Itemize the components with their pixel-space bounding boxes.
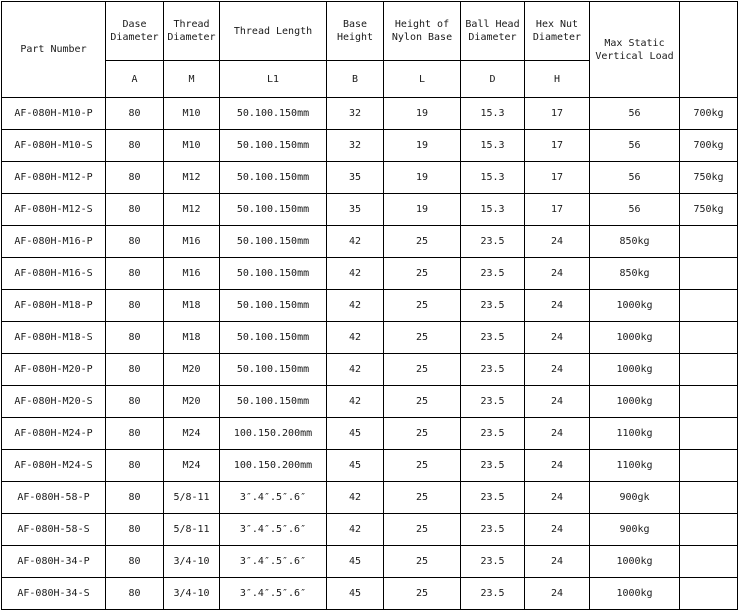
cell-base-height: 42 xyxy=(327,226,384,258)
cell-ball-head: 23.5 xyxy=(461,546,525,578)
cell-base-diameter: 80 xyxy=(106,258,164,290)
cell-extra-load: 700kg xyxy=(680,98,738,130)
cell-thread-diameter: M12 xyxy=(164,162,220,194)
cell-base-diameter: 80 xyxy=(106,290,164,322)
cell-extra-load xyxy=(680,514,738,546)
cell-nylon-height: 25 xyxy=(384,226,461,258)
header-thread-length: Thread Length xyxy=(220,2,327,61)
cell-thread-diameter: M12 xyxy=(164,194,220,226)
cell-part-number: AF-080H-M20-S xyxy=(2,386,106,418)
cell-thread-length: 50.100.150mm xyxy=(220,386,327,418)
cell-hex-nut: 24 xyxy=(525,258,590,290)
cell-thread-diameter: M10 xyxy=(164,98,220,130)
cell-hex-nut: 17 xyxy=(525,162,590,194)
cell-part-number: AF-080H-M24-S xyxy=(2,450,106,482)
cell-thread-length: 50.100.150mm xyxy=(220,194,327,226)
cell-max-load: 56 xyxy=(590,162,680,194)
cell-hex-nut: 24 xyxy=(525,482,590,514)
cell-base-diameter: 80 xyxy=(106,226,164,258)
cell-hex-nut: 24 xyxy=(525,226,590,258)
table-row xyxy=(2,322,738,354)
cell-base-height: 32 xyxy=(327,98,384,130)
cell-extra-load xyxy=(680,322,738,354)
cell-thread-length: 50.100.150mm xyxy=(220,130,327,162)
cell-part-number: AF-080H-58-S xyxy=(2,514,106,546)
symbol-thread-length: L1 xyxy=(220,61,327,98)
cell-base-height: 32 xyxy=(327,130,384,162)
table-row xyxy=(2,194,738,226)
cell-nylon-height: 25 xyxy=(384,514,461,546)
cell-ball-head: 23.5 xyxy=(461,290,525,322)
cell-extra-load xyxy=(680,290,738,322)
cell-part-number: AF-080H-M24-P xyxy=(2,418,106,450)
cell-thread-diameter: M20 xyxy=(164,354,220,386)
header-nylon-height: Height of Nylon Base xyxy=(384,2,461,61)
cell-part-number: AF-080H-M18-P xyxy=(2,290,106,322)
cell-thread-diameter: M18 xyxy=(164,322,220,354)
cell-nylon-height: 25 xyxy=(384,450,461,482)
cell-thread-length: 100.150.200mm xyxy=(220,418,327,450)
cell-extra-load xyxy=(680,418,738,450)
cell-ball-head: 23.5 xyxy=(461,514,525,546)
cell-ball-head: 23.5 xyxy=(461,322,525,354)
cell-base-diameter: 80 xyxy=(106,514,164,546)
cell-base-height: 45 xyxy=(327,546,384,578)
cell-ball-head: 23.5 xyxy=(461,354,525,386)
cell-thread-diameter: 5/8-11 xyxy=(164,514,220,546)
cell-hex-nut: 24 xyxy=(525,546,590,578)
cell-thread-length: 3″.4″.5″.6″ xyxy=(220,578,327,610)
cell-extra-load xyxy=(680,482,738,514)
cell-extra-load xyxy=(680,258,738,290)
cell-ball-head: 15.3 xyxy=(461,162,525,194)
cell-max-load: 1000kg xyxy=(590,354,680,386)
cell-part-number: AF-080H-M16-S xyxy=(2,258,106,290)
table-row xyxy=(2,546,738,578)
cell-thread-diameter: 5/8-11 xyxy=(164,482,220,514)
cell-base-height: 35 xyxy=(327,194,384,226)
header-part-number: Part Number xyxy=(2,2,106,98)
cell-part-number: AF-080H-M18-S xyxy=(2,322,106,354)
cell-nylon-height: 25 xyxy=(384,258,461,290)
cell-thread-length: 3″.4″.5″.6″ xyxy=(220,546,327,578)
cell-thread-diameter: M16 xyxy=(164,226,220,258)
header-hex-nut: Hex Nut Diameter xyxy=(525,2,590,61)
cell-base-height: 45 xyxy=(327,450,384,482)
cell-extra-load: 700kg xyxy=(680,130,738,162)
symbol-base-height: B xyxy=(327,61,384,98)
table-row xyxy=(2,578,738,610)
table-row xyxy=(2,162,738,194)
table-row xyxy=(2,290,738,322)
cell-base-height: 42 xyxy=(327,290,384,322)
cell-extra-load xyxy=(680,226,738,258)
header-max-load: Max Static Vertical Load xyxy=(590,2,680,98)
cell-thread-diameter: M10 xyxy=(164,130,220,162)
cell-max-load: 1100kg xyxy=(590,418,680,450)
table-row xyxy=(2,514,738,546)
symbol-nylon-height: L xyxy=(384,61,461,98)
cell-part-number: AF-080H-M12-P xyxy=(2,162,106,194)
cell-hex-nut: 17 xyxy=(525,194,590,226)
cell-thread-diameter: 3/4-10 xyxy=(164,546,220,578)
cell-base-diameter: 80 xyxy=(106,98,164,130)
cell-thread-length: 50.100.150mm xyxy=(220,258,327,290)
cell-ball-head: 23.5 xyxy=(461,258,525,290)
cell-base-height: 42 xyxy=(327,354,384,386)
table-row xyxy=(2,98,738,130)
cell-thread-length: 50.100.150mm xyxy=(220,98,327,130)
cell-part-number: AF-080H-34-P xyxy=(2,546,106,578)
cell-hex-nut: 24 xyxy=(525,514,590,546)
cell-hex-nut: 24 xyxy=(525,578,590,610)
cell-max-load: 1000kg xyxy=(590,322,680,354)
cell-thread-length: 3″.4″.5″.6″ xyxy=(220,482,327,514)
cell-part-number: AF-080H-M10-S xyxy=(2,130,106,162)
table-row xyxy=(2,450,738,482)
table-row xyxy=(2,130,738,162)
cell-ball-head: 15.3 xyxy=(461,130,525,162)
cell-base-height: 42 xyxy=(327,322,384,354)
cell-thread-length: 50.100.150mm xyxy=(220,322,327,354)
cell-base-height: 45 xyxy=(327,418,384,450)
cell-hex-nut: 24 xyxy=(525,418,590,450)
cell-base-diameter: 80 xyxy=(106,418,164,450)
cell-extra-load: 750kg xyxy=(680,162,738,194)
cell-part-number: AF-080H-58-P xyxy=(2,482,106,514)
cell-nylon-height: 25 xyxy=(384,290,461,322)
cell-hex-nut: 24 xyxy=(525,354,590,386)
cell-extra-load xyxy=(680,450,738,482)
cell-nylon-height: 25 xyxy=(384,418,461,450)
cell-thread-diameter: M24 xyxy=(164,450,220,482)
cell-base-diameter: 80 xyxy=(106,578,164,610)
cell-thread-length: 50.100.150mm xyxy=(220,162,327,194)
table-row xyxy=(2,226,738,258)
cell-ball-head: 23.5 xyxy=(461,226,525,258)
cell-thread-diameter: M24 xyxy=(164,418,220,450)
table-row xyxy=(2,386,738,418)
cell-nylon-height: 19 xyxy=(384,194,461,226)
cell-base-diameter: 80 xyxy=(106,386,164,418)
cell-extra-load xyxy=(680,386,738,418)
cell-thread-diameter: M16 xyxy=(164,258,220,290)
cell-base-height: 42 xyxy=(327,482,384,514)
cell-nylon-height: 25 xyxy=(384,386,461,418)
header-row xyxy=(2,2,738,61)
cell-extra-load xyxy=(680,354,738,386)
table-row xyxy=(2,482,738,514)
symbol-ball-head: D xyxy=(461,61,525,98)
table-row xyxy=(2,354,738,386)
cell-part-number: AF-080H-M10-P xyxy=(2,98,106,130)
cell-max-load: 56 xyxy=(590,130,680,162)
cell-base-height: 42 xyxy=(327,386,384,418)
cell-nylon-height: 25 xyxy=(384,322,461,354)
cell-base-diameter: 80 xyxy=(106,322,164,354)
cell-hex-nut: 17 xyxy=(525,98,590,130)
spec-table xyxy=(1,1,738,610)
cell-max-load: 1000kg xyxy=(590,290,680,322)
cell-base-diameter: 80 xyxy=(106,482,164,514)
cell-nylon-height: 25 xyxy=(384,546,461,578)
cell-base-height: 42 xyxy=(327,514,384,546)
cell-ball-head: 23.5 xyxy=(461,482,525,514)
cell-thread-length: 50.100.150mm xyxy=(220,290,327,322)
cell-part-number: AF-080H-M12-S xyxy=(2,194,106,226)
cell-ball-head: 15.3 xyxy=(461,194,525,226)
cell-nylon-height: 25 xyxy=(384,482,461,514)
cell-max-load: 900kg xyxy=(590,514,680,546)
cell-thread-length: 100.150.200mm xyxy=(220,450,327,482)
table-row xyxy=(2,418,738,450)
cell-ball-head: 23.5 xyxy=(461,578,525,610)
cell-part-number: AF-080H-M20-P xyxy=(2,354,106,386)
cell-hex-nut: 24 xyxy=(525,386,590,418)
cell-hex-nut: 24 xyxy=(525,450,590,482)
cell-thread-diameter: 3/4-10 xyxy=(164,578,220,610)
cell-extra-load: 750kg xyxy=(680,194,738,226)
cell-extra-load xyxy=(680,546,738,578)
cell-max-load: 850kg xyxy=(590,258,680,290)
cell-part-number: AF-080H-34-S xyxy=(2,578,106,610)
cell-thread-length: 50.100.150mm xyxy=(220,354,327,386)
header-ball-head: Ball Head Diameter xyxy=(461,2,525,61)
cell-nylon-height: 19 xyxy=(384,162,461,194)
cell-base-diameter: 80 xyxy=(106,546,164,578)
cell-thread-length: 50.100.150mm xyxy=(220,226,327,258)
cell-base-diameter: 80 xyxy=(106,130,164,162)
symbol-thread-diameter: M xyxy=(164,61,220,98)
header-extra xyxy=(680,2,738,98)
cell-max-load: 1100kg xyxy=(590,450,680,482)
cell-max-load: 1000kg xyxy=(590,578,680,610)
cell-hex-nut: 24 xyxy=(525,290,590,322)
cell-hex-nut: 17 xyxy=(525,130,590,162)
cell-base-diameter: 80 xyxy=(106,194,164,226)
cell-thread-length: 3″.4″.5″.6″ xyxy=(220,514,327,546)
header-base-height: Base Height xyxy=(327,2,384,61)
cell-ball-head: 23.5 xyxy=(461,418,525,450)
header-base-diameter: Dase Diameter xyxy=(106,2,164,61)
table-row xyxy=(2,258,738,290)
header-thread-diameter: Thread Diameter xyxy=(164,2,220,61)
cell-nylon-height: 25 xyxy=(384,354,461,386)
cell-max-load: 1000kg xyxy=(590,386,680,418)
cell-base-diameter: 80 xyxy=(106,354,164,386)
cell-extra-load xyxy=(680,578,738,610)
cell-base-diameter: 80 xyxy=(106,450,164,482)
cell-nylon-height: 25 xyxy=(384,578,461,610)
cell-base-height: 42 xyxy=(327,258,384,290)
cell-ball-head: 23.5 xyxy=(461,450,525,482)
symbol-hex-nut: H xyxy=(525,61,590,98)
cell-part-number: AF-080H-M16-P xyxy=(2,226,106,258)
cell-base-height: 45 xyxy=(327,578,384,610)
cell-max-load: 56 xyxy=(590,98,680,130)
cell-ball-head: 15.3 xyxy=(461,98,525,130)
cell-max-load: 1000kg xyxy=(590,546,680,578)
cell-base-diameter: 80 xyxy=(106,162,164,194)
cell-max-load: 850kg xyxy=(590,226,680,258)
cell-thread-diameter: M20 xyxy=(164,386,220,418)
cell-max-load: 56 xyxy=(590,194,680,226)
cell-ball-head: 23.5 xyxy=(461,386,525,418)
cell-hex-nut: 24 xyxy=(525,322,590,354)
cell-nylon-height: 19 xyxy=(384,98,461,130)
cell-base-height: 35 xyxy=(327,162,384,194)
cell-max-load: 900gk xyxy=(590,482,680,514)
cell-nylon-height: 19 xyxy=(384,130,461,162)
cell-thread-diameter: M18 xyxy=(164,290,220,322)
symbol-base-diameter: A xyxy=(106,61,164,98)
